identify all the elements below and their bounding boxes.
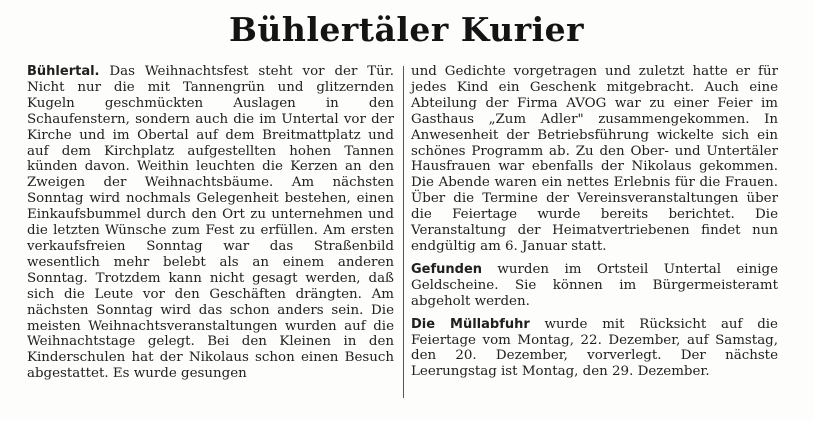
- article-paragraph-lead: [27, 64, 394, 382]
- notice-garbage-collection: [411, 317, 778, 381]
- article-paragraph-continued: [411, 64, 778, 255]
- column-divider: [403, 66, 404, 398]
- article-body-right: und Gedichte vorgetragen und zuletzt hatte er für jedes Kind ein Geschenk mitgebracht. Auch eine Abteilung der Firma AVOG war zu einer Feier im Gasthaus „Zum Adler" zusammengekommen. In Anwesenheit der Betriebsführung wickelte sich ein schönes Programm ab. Zu den Ober- und Untertäler Hausfrauen war ebenfalls der Nikolaus gekommen. Die Abende waren ein nettes Erlebnis für die Frauen. Über die Termine der Vereinsveranstaltungen über die Feiertage wurde bereits berichtet. Die Veranstaltung der Heimatvertriebenen findet nun endgültig am 6. Januar statt.: [411, 64, 778, 254]
- masthead-title: Bühlertäler Kurier: [228, 10, 585, 49]
- article-column-right: [411, 64, 778, 380]
- dateline-place: Bühlertal.: [27, 64, 100, 79]
- notice-runin: Gefunden: [411, 261, 483, 277]
- notice-found-money: [411, 262, 778, 310]
- notice-text: wurden im Ortsteil Untertal einige Geldscheine. Sie können im Bürgermeisteramt abgeholt werden.: [411, 261, 778, 309]
- article-body-left: Das Weihnachtsfest steht vor der Tür. Nicht nur die mit Tannengrün und glitzernden Kugeln geschmückten Auslagen in den Schaufenstern, sondern auch die im Untertal vor der Kirche und im Obertal auf dem Breitmattplatz und auf dem Kirchplatz aufgestellten hohen Tannen künden davon. Weithin leuchten die Kerzen an den Zweigen der Weihnachtsbäume. Am nächsten Sonntag wird nochmals Gelegenheit bestehen, einen Einkaufsbummel durch den Ort zu unternehmen und die letzten Wünsche zum Fest zu erfüllen. Am ersten verkaufsfreien Sonntag war das Straßenbild wesentlich mehr belebt als an einem anderen Sonntag. Trotzdem kann nicht gesagt werden, daß sich die Leute vor den Geschäften drängten. Am nächsten Sonntag wird das schon anders sein. Die meisten Weihnachtsveranstaltungen wurden auf die Weihnachtstage gelegt. Bei den Kleinen in den Kinderschulen hat der Nikolaus schon einen Besuch abgestattet. Es wurde gesungen: [27, 64, 394, 382]
- article-column-left: [27, 64, 394, 382]
- notice-runin: Die Müllabfuhr: [411, 316, 530, 332]
- notice-text: wurde mit Rücksicht auf die Feiertage vom Montag, 22. Dezember, auf Samstag, den 20. Dezember, vorverlegt. Der nächste Leerungstag ist Montag, den 29. Dezember.: [411, 316, 778, 380]
